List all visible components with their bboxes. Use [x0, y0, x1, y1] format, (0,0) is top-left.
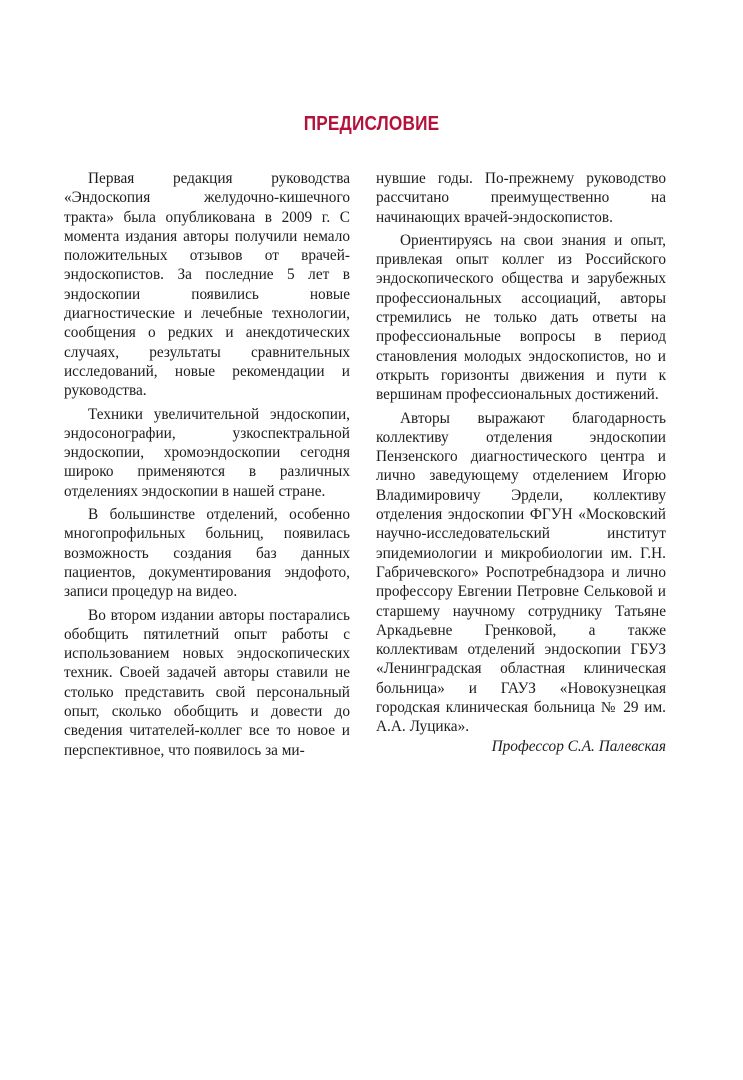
left-column	[64, 169, 350, 760]
right-column	[376, 169, 666, 756]
page-title: ПРЕДИСЛОВИЕ	[303, 113, 440, 135]
paragraph: Ориентируясь на свои знания и опыт, привлекая опыт коллег из Российского эндоскопического общества и зарубежных профессиональных ассоциаций, авторы стремились не только дать ответы на профессиональные вопросы в период становления молодых эндоскопистов, но и открыть горизонты движения и пути к вершинам профессиональных достижений.	[376, 231, 666, 404]
paragraph: Первая редакция руководства «Эндоскопия желудочно-кишечного тракта» была опубликована в 2009 г. С момента издания авторы получили немало положительных отзывов от врачей-эндоскопистов. За последние 5 лет в эндоскопии появились новые диагностические и лечебные технологии, сообщения о редких и анекдотических случаях, результаты сравнительных исследований, новые рекомендации и руководства.	[64, 170, 350, 400]
paragraph-continuation: нувшие годы. По-прежнему руководство рассчитано преимущественно на начинающих врачей-эндоскопистов.	[376, 170, 666, 226]
paragraph: Авторы выражают благодарность коллективу отделения эндоскопии Пензенского диагностического центра и лично заведующему отделением Игорю Владимировичу Эрдели, коллективу отделения эндоскопии ФГУН «Московский научно-исследовательский институт эпидемиологии и микробиологии им. Г.Н. Габричевского» Роспотребнадзора и лично профессору Евгении Петровне Сельковой и старшему научному сотруднику Татьяне Аркадьевне Гренковой, а также коллективам отделений эндоскопии ГБУЗ «Ленинградская областная клиническая больница» и ГАУЗ «Новокузнецкая городская клиническая больница № 29 им. А.А. Луцика».	[376, 409, 666, 736]
paragraph: Техники увеличительной эндоскопии, эндосонографии, узкоспектральной эндоскопии, хромоэндоскопии сегодня широко применяются в различных отделениях эндоскопии в нашей стране.	[64, 405, 350, 500]
paragraph: В большинстве отделений, особенно многопрофильных больниц, появилась возможность создания баз данных пациентов, документирования эндофото, записи процедур на видео.	[64, 506, 350, 601]
paragraph: Во втором издании авторы постарались обобщить пятилетний опыт работы с использованием новых эндоскопических техник. Своей задачей авторы ставили не столько представить свой персональный опыт, сколько обобщить и довести до сведения читателей-коллег все то новое и перспективное, что появилось за ми-	[64, 606, 350, 759]
author-signature: Профессор С.А. Палевская	[491, 737, 666, 755]
